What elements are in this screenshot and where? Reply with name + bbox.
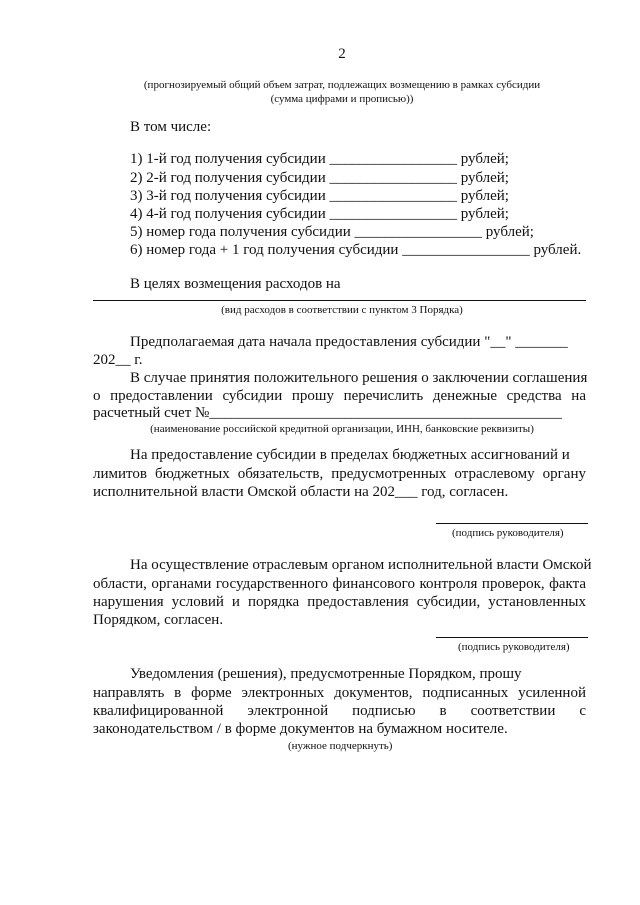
- header-caption: (прогнозируемый общий объем затрат, подлежащих возмещению в рамках субсидии: [143, 79, 541, 91]
- notice-line: направлять в форме электронных документов, подписанных усиленной: [93, 685, 586, 701]
- header-caption: (сумма цифрами и прописью)): [270, 93, 414, 105]
- budget-line: исполнительной власти Омской области на 202___ год, согласен.: [93, 484, 509, 500]
- account-caption: (наименование российской кредитной организации, ИНН, банковские реквизиты): [150, 423, 534, 435]
- notice-line: Уведомления (решения), предусмотренные Порядком, прошу: [130, 666, 522, 682]
- notice-caption: (нужное подчеркнуть): [288, 740, 393, 752]
- year-line: 6) номер года + 1 год получения субсидии _________________ рублей.: [130, 242, 582, 258]
- signature-caption: (подпись руководителя): [452, 527, 564, 539]
- year-line: 4) 4-й год получения субсидии _________________ рублей;: [130, 206, 509, 222]
- notice-line: законодательством / в форме документов на бумажном носителе.: [93, 721, 508, 737]
- expenses-underline: [93, 300, 586, 301]
- account-line: расчетный счет №_______________________________________________: [93, 405, 562, 421]
- year-line: 5) номер года получения субсидии _________________ рублей;: [130, 224, 534, 240]
- control-line: Порядком, согласен.: [93, 612, 224, 628]
- signature-line: [436, 523, 588, 524]
- expenses-intro: В целях возмещения расходов на: [130, 276, 341, 292]
- including-label: В том числе:: [130, 119, 212, 135]
- budget-line: На предоставление субсидии в пределах бюджетных ассигнований и: [130, 447, 570, 463]
- year-line: 3) 3-й год получения субсидии _________________ рублей;: [130, 188, 509, 204]
- page-number: 2: [338, 46, 346, 62]
- date-line: 202__ г.: [93, 352, 143, 368]
- account-line: В случае принятия положительного решения о заключении соглашения: [130, 370, 588, 386]
- expenses-caption: (вид расходов в соответствии с пунктом 3 Порядка): [221, 304, 463, 316]
- account-line: о предоставлении субсидии прошу перечислить денежные средства на: [93, 388, 586, 404]
- year-line: 2) 2-й год получения субсидии _________________ рублей;: [130, 170, 509, 186]
- year-line: 1) 1-й год получения субсидии _________________ рублей;: [130, 151, 509, 167]
- date-line: Предполагаемая дата начала предоставления субсидии "__" _______: [130, 334, 568, 350]
- signature-caption: (подпись руководителя): [458, 641, 570, 653]
- budget-line: лимитов бюджетных обязательств, предусмотренных отраслевому органу: [93, 466, 586, 482]
- control-line: области, органами государственного финансового контроля проверок, факта: [93, 576, 586, 592]
- control-line: На осуществление отраслевым органом исполнительной власти Омской: [130, 557, 592, 573]
- notice-line: квалифицированной электронной подписью в соответствии с: [93, 703, 586, 719]
- signature-line: [436, 637, 588, 638]
- control-line: нарушения условий и порядка предоставления субсидии, установленных: [93, 594, 586, 610]
